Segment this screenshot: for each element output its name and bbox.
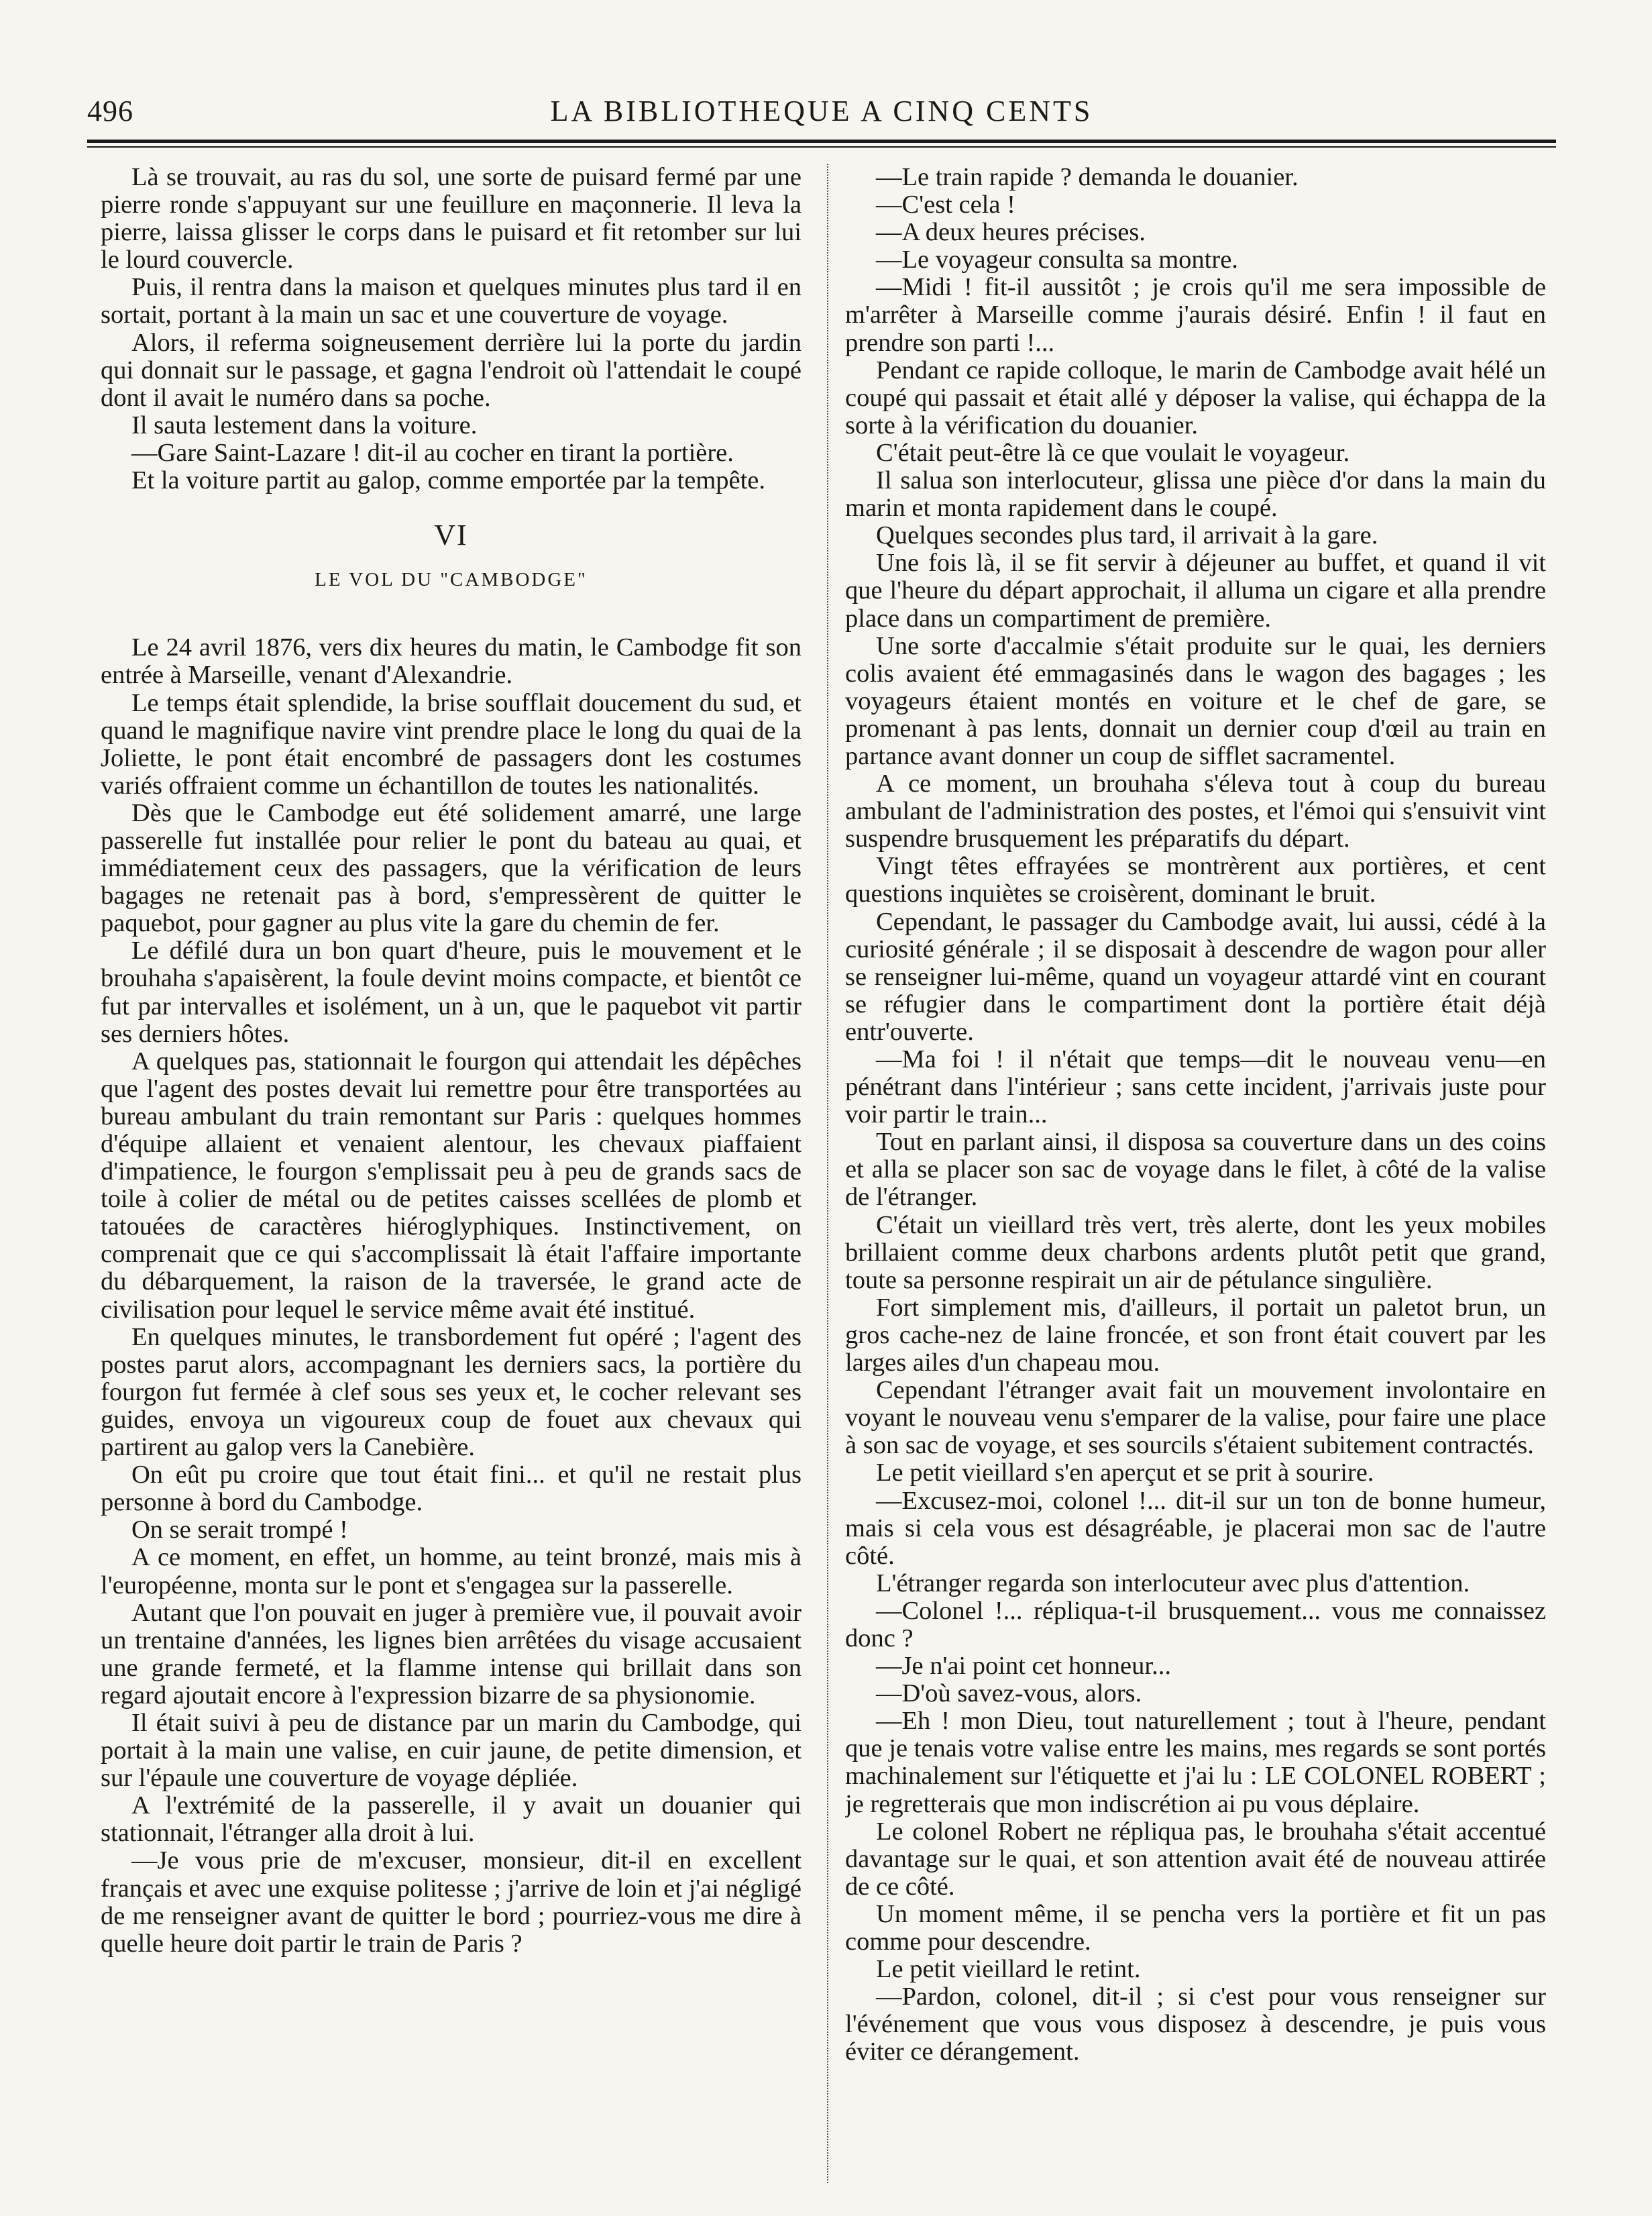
paragraph: —Midi ! fit-il aussitôt ; je crois qu'il me sera impossible de m'arrêter à Marseille comme j'aurais désiré. Enfin ! il faut en prendre son parti !... [845,273,1546,357]
paragraph: Autant que l'on pouvait en juger à première vue, il pouvait avoir un trentaine d'années, les lignes bien arrêtées du visage accusaient une grande fermeté, et la flamme intense qui brillait dans son regard ajoutait encore à l'expression bizarre de sa physionomie. [101,1598,802,1709]
page-header [87,94,1556,134]
paragraph: —Gare Saint-Lazare ! dit-il au cocher en tirant la portière. [131,438,734,467]
paragraph: A l'extrémité de la passerelle, il y avait un douanier qui stationnait, l'étranger alla droit à lui. [101,1791,802,1848]
paragraph: Et la voiture partit au galop, comme emportée par la tempête. [131,466,766,495]
paragraph: Une fois là, il se fit servir à déjeuner au buffet, et quand il vit que l'heure du départ approchait, il alluma un cigare et alla prendre place dans un compartiment de première. [845,549,1546,633]
paragraph: Il salua son interlocuteur, glissa une pièce d'or dans la main du marin et monta rapidement dans le coupé. [845,466,1546,523]
paragraph: Là se trouvait, au ras du sol, une sorte de puisard fermé par une pierre ronde s'appuyant sur une feuillure en maçonnerie. Il leva la pierre, laissa glisser le corps dans le puisard et fit retomber sur lui le lourd couvercle. [101,164,802,274]
paragraph: Alors, il referma soigneusement derrière lui la porte du jardin qui donnait sur le passage, et gagna l'endroit où l'attendait le coupé dont il avait le numéro dans sa poche. [101,328,802,412]
paragraph: Une sorte d'accalmie s'était produite sur le quai, les derniers colis avaient été emmagasinés dans le wagon des bagages ; les voyageurs étaient montés en voiture et le chef de gare, se promenant à pas lents, donnait un dernier coup d'œil au train en partance avant donner un coup de sifflet sacramentel. [845,631,1546,770]
paragraph: Tout en parlant ainsi, il disposa sa couverture dans un des coins et alla se placer son sac de voyage dans le filet, à côté de la valise de l'étranger. [845,1128,1546,1212]
column-divider [827,164,829,2183]
paragraph: Le 24 avril 1876, vers dix heures du matin, le Cambodge fit son entrée à Marseille, venant d'Alexandrie. [101,633,802,690]
left-column [101,164,802,2183]
paragraph: Le petit vieillard le retint. [876,1955,1141,1984]
page-number: 496 [87,95,133,127]
paragraph: —Je n'ai point cet honneur... [876,1652,1171,1681]
paragraph: Un moment même, il se pencha vers la portière et fit un pas comme pour descendre. [845,1899,1546,1956]
paragraph: Cependant, le passager du Cambodge avait, lui aussi, cédé à la curiosité générale ; il se disposait à descendre de wagon pour aller se renseigner lui-même, quand un voyageur attardé vint en courant se réfugier dans le compartiment dont la portière était déjà entr'ouverte. [845,907,1546,1046]
paragraph: —Le voyageur consulta sa montre. [876,246,1238,274]
paragraph: On eût pu croire que tout était fini... et qu'il ne restait plus personne à bord du Cambodge. [101,1461,802,1517]
paragraph: —Ma foi ! il n'était que temps—dit le nouveau venu—en pénétrant dans l'intérieur ; sans cette incident, j'arrivais juste pour voir partir le train... [845,1045,1546,1129]
paragraph: Cependant l'étranger avait fait un mouvement involontaire en voyant le nouveau venu s'emparer de la valise, pour faire une place à son sac de voyage, et ses sourcils s'étaient subitement contractés. [845,1376,1546,1460]
paragraph: Fort simplement mis, d'ailleurs, il portait un paletot brun, un gros cache-nez de laine froncée, et son front était couvert par les larges ailes d'un chapeau mou. [845,1293,1546,1377]
paragraph: —Le train rapide ? demanda le douanier. [876,164,1299,191]
paragraph: En quelques minutes, le transbordement fut opéré ; l'agent des postes parut alors, accompagnant les derniers sacs, la portière du fourgon fut fermée à clef sous ses yeux et, le cocher relevant ses guides, envoya un vigoureux coup de fouet aux chevaux qui partirent au galop vers la Canebière. [101,1322,802,1462]
paragraph: Le défilé dura un bon quart d'heure, puis le mouvement et le brouhaha s'apaisèrent, la foule devint moins compacte, et bientôt ce fut par intervalles et isolément, un à un, que le paquebot vit partir ses derniers hôtes. [101,937,802,1048]
paragraph: Pendant ce rapide colloque, le marin de Cambodge avait hélé un coupé qui passait et était allé y déposer la valise, qui échappa de la sorte à la vérification du douanier. [845,356,1546,439]
paragraph: Dès que le Cambodge eut été solidement amarré, une large passerelle fut installée pour relier le pont du bateau au quai, et immédiatement ceux des passagers, que la vérification de leurs bagages ne retenait pas à bord, s'empressèrent de quitter le paquebot, pour gagner au plus vite la gare du chemin de fer. [101,798,802,938]
right-column [845,164,1546,2183]
paragraph: A ce moment, en effet, un homme, au teint bronzé, mais mis à l'européenne, monta sur le pont et s'engagea sur la passerelle. [101,1543,802,1599]
paragraph: On se serait trompé ! [131,1516,348,1544]
section-title: LE VOL DU "CAMBODGE" [315,569,588,591]
paragraph: C'était peut-être là ce que voulait le voyageur. [876,438,1350,467]
paragraph: Quelques secondes plus tard, il arrivait à la gare. [876,521,1378,550]
paragraph: Vingt têtes effrayées se montrèrent aux portières, et cent questions inquiètes se croisèrent, dominant le bruit. [845,852,1546,908]
header-rule-thin [87,146,1556,148]
paragraph: —A deux heures précises. [876,218,1146,247]
paragraph: Puis, il rentra dans la maison et quelques minutes plus tard il en sortait, portant à la main un sac et une couverture de voyage. [101,273,802,329]
paragraph: —Colonel !... répliqua-t-il brusquement... vous me connaissez donc ? [845,1596,1546,1652]
paragraph: —Je vous prie de m'excuser, monsieur, dit-il en excellent français et avec une exquise politesse ; j'arrive de loin et j'ai négligé de me renseigner avant de quitter le bord ; pourriez-vous me dire à quelle heure doit partir le train de Paris ? [101,1846,802,1958]
paragraph: —Pardon, colonel, dit-il ; si c'est pour vous renseigner sur l'événement que vous vous disposez à descendre, je puis vous éviter ce dérangement. [845,1983,1546,2066]
paragraph: —Eh ! mon Dieu, tout naturellement ; tout à l'heure, pendant que je tenais votre valise entre les mains, mes regards se sont portés machinalement sur l'étiquette et j'ai lu : LE COLONEL ROBERT ; je regretterais que mon indiscrétion ai pu vous déplaire. [845,1707,1546,1818]
paragraph: —Excusez-moi, colonel !... dit-il sur un ton de bonne humeur, mais si cela vous est désagréable, je placerai mon sac de l'autre côté. [845,1486,1546,1570]
paragraph: C'était un vieillard très vert, très alerte, dont les yeux mobiles brillaient comme deux charbons ardents plutôt petit que grand, toute sa personne respirait un air de pétulance singulière. [845,1210,1546,1294]
paragraph: Il était suivi à peu de distance par un marin du Cambodge, qui portait à la main une valise, en cuir jaune, de petite dimension, et sur l'épaule une couverture de voyage dépliée. [101,1708,802,1793]
section-number: VI [434,519,468,552]
paragraph: Le temps était splendide, la brise soufflait doucement du sud, et quand le magnifique navire vint prendre place le long du quai de la Joliette, le pont était encombré de passagers dont les costumes variés offraient comme un échantillon de toutes les nationalités. [101,688,802,800]
paragraph: Le petit vieillard s'en aperçut et se prit à sourire. [876,1459,1374,1487]
paragraph: A ce moment, un brouhaha s'éleva tout à coup du bureau ambulant de l'administration des postes, et l'émoi qui s'ensuivit vint suspendre brusquement les préparatifs du départ. [845,770,1546,853]
paragraph: A quelques pas, stationnait le fourgon qui attendait les dépêches que l'agent des postes devait lui remettre pour être transportées au bureau ambulant du train remontant sur Paris : quelques hommes d'équipe allaient et venaient alentour, les chevaux piaffaient d'impatience, le fourgon s'emplissait peu à peu de grands sacs de toile à colier de métal ou de petites caisses scellées de plomb et tatouées de caractères hiéroglyphiques. Instinctivement, on comprenait que ce qui s'accomplissait là était l'affaire importante du débarquement, la raison de la traversée, le grand acte de civilisation pour lequel le service même avait été institué. [101,1047,802,1324]
header-rule-thick [87,140,1556,143]
paragraph: —D'où savez-vous, alors. [876,1679,1142,1708]
paragraph: L'étranger regarda son interlocuteur avec plus d'attention. [876,1569,1470,1597]
running-title: LA BIBLIOTHEQUE A CINQ CENTS [550,95,1093,127]
paragraph: —C'est cela ! [876,191,1015,219]
paragraph: Il sauta lestement dans la voiture. [131,411,478,439]
paragraph: Le colonel Robert ne répliqua pas, le brouhaha s'était accentué davantage sur le quai, et son attention avait été de nouveau attirée de ce côté. [845,1817,1546,1901]
